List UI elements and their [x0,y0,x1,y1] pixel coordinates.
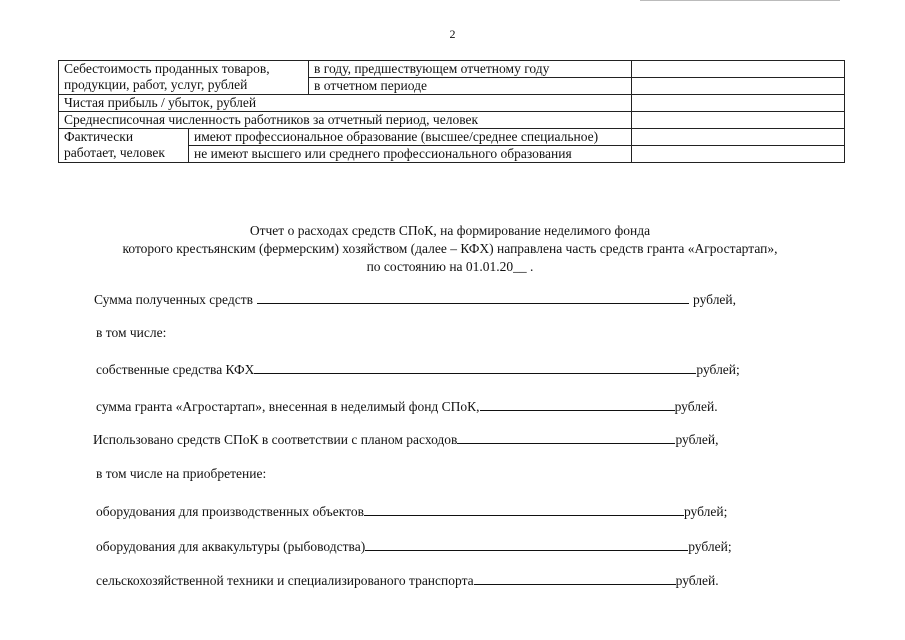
equip-production-label: оборудования для производственных объектов [96,504,364,519]
report-title-line: по состоянию на 01.01.20__ . [366,259,534,274]
value-cell [632,146,845,163]
grant-field[interactable] [480,397,675,411]
value-cell [632,61,845,78]
current-period-cell: в отчетном периоде [309,78,632,95]
without-education-cell: не имеют высшего или среднего профессионального образования [189,146,632,163]
including-purchase-label: в том числе на приобретение: [96,466,267,481]
own-funds-label: собственные средства КФХ [96,362,255,377]
grant-line [96,397,718,415]
stats-table [58,60,845,163]
equip-production-line [96,502,727,520]
received-field[interactable] [257,290,689,304]
value-cell [632,78,845,95]
value-cell [632,95,845,112]
used-field[interactable] [457,430,675,444]
page-number: 2 [449,27,456,41]
net-profit-cell: Чистая прибыль / убыток, рублей [59,95,632,112]
table-row [59,129,845,146]
table-row [59,95,845,112]
equip-production-field[interactable] [364,502,684,516]
used-label: Использовано средств СПоК в соответствии с планом расходов [93,432,458,447]
value-cell [632,129,845,146]
report-title-line: которого крестьянским (фермерским) хозяйством (далее – КФХ) направлена часть средств гранта «Агростартап», [122,241,778,256]
unit-label: рублей; [683,504,728,519]
unit-label: рублей, [675,432,719,447]
including-line [96,325,166,343]
table-row [59,61,845,78]
unit-label: рублей. [674,399,718,414]
unit-label: рублей, [693,292,737,307]
actual-workers-cell: Фактически работает, человек [59,129,189,163]
agri-machinery-field[interactable] [474,571,676,585]
unit-label: рублей. [675,573,719,588]
avg-headcount-cell: Среднесписочная численность работников за отчетный период, человек [59,112,632,129]
unit-label: рублей; [688,539,732,554]
report-title [60,222,840,276]
own-funds-line [96,360,740,378]
report-title-line: Отчет о расходах средств СПоК, на формирование неделимого фонда [249,223,651,238]
unit-label: рублей; [696,362,740,377]
equip-aqua-field[interactable] [365,537,688,551]
equip-aqua-label: оборудования для аквакультуры (рыбоводства) [96,539,366,554]
including-purchase-line [96,466,266,484]
table-row [59,112,845,129]
value-cell [632,112,845,129]
received-label: Сумма полученных средств [94,292,254,307]
prev-year-cell: в году, предшествующем отчетному году [309,61,632,78]
agri-machinery-line [96,571,719,589]
own-funds-field[interactable] [254,360,696,374]
grant-label: сумма гранта «Агростартап», внесенная в неделимый фонд СПоК, [96,399,480,414]
including-label: в том числе: [96,325,167,340]
used-line [93,430,718,448]
received-line [94,290,736,308]
agri-machinery-label: сельскохозяйственной техники и специализированого транспорта [96,573,474,588]
equip-aqua-line [96,537,732,555]
with-education-cell: имеют профессиональное образование (высшее/среднее специальное) [189,129,632,146]
cost-label-cell: Себестоимость проданных товаров, продукции, работ, услуг, рублей [59,61,309,95]
top-rule [640,0,840,1]
